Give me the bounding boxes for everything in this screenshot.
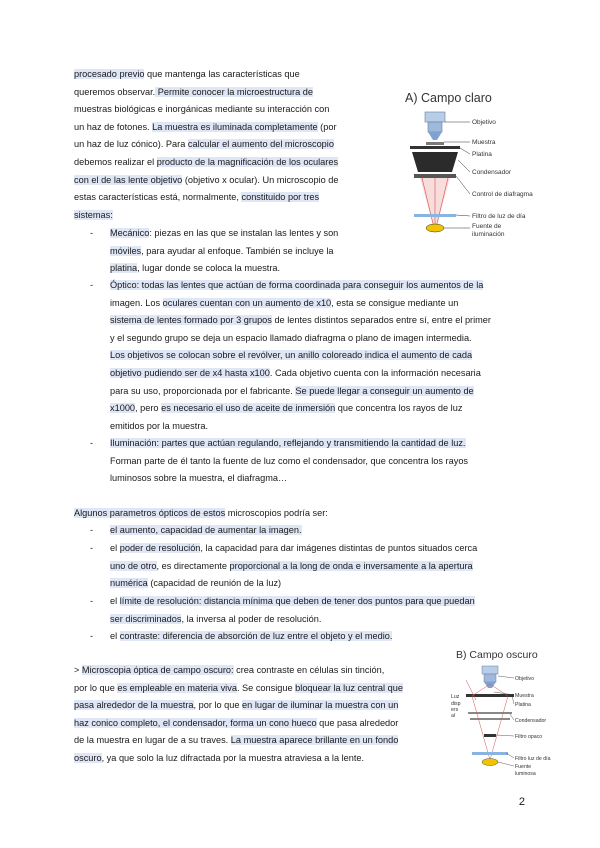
- label-luz-2: disp: [451, 701, 461, 707]
- stage-shape: [410, 146, 460, 149]
- label-muestra: Muestra: [515, 693, 534, 699]
- light-source-shape: [482, 759, 498, 766]
- intro-line-3: muestras biológicas e inorgánicas mediante su interacción con: [74, 104, 330, 115]
- label-objetivo: Objetivo: [515, 676, 535, 682]
- label-filtro: Filtro luz de día: [515, 756, 551, 762]
- intro-line-5: un haz de luz cónico). Para calcular el aumento del microscopio: [74, 139, 334, 150]
- opaque-filter-shape: [484, 734, 496, 737]
- sample-shape: [426, 142, 444, 145]
- bullet-dash: -: [90, 631, 94, 641]
- objective-tip-shape: [428, 132, 442, 140]
- figure-b-title: B) Campo oscuro: [456, 649, 538, 661]
- list-item-limite: - el límite de resolución: distancia mínima que deben de tener dos puntos para que puedan ser discriminados, la inversa al poder de resolución.: [110, 593, 530, 628]
- condenser-shape: [470, 718, 510, 720]
- objective-lens-shape: [428, 122, 442, 132]
- list-item-contraste: - el contraste: diferencia de absorción de luz entre el objeto y el medio.: [110, 628, 530, 646]
- label-fuente-1: Fuente: [515, 764, 532, 770]
- label-fuente-1: Fuente de: [472, 223, 502, 230]
- list-item-resolucion: - el poder de resolución, la capacidad para dar imágenes distintas de puntos situados cerca uno de otro, es directamente proporcional a la long de onda e inversamente a la apertura numérica (capacidad de reunión de la luz): [110, 540, 530, 593]
- list-item-iluminacion: - Iluminación: partes que actúan regulando, reflejando y transmitiendo la cantidad de luz. Forman parte de él tanto la fuente de luz como el condensador, que concentra los rayos luminosos sobre la muestra, el diafragma…: [110, 435, 530, 488]
- label-platina: Platina: [472, 151, 492, 158]
- figure-campo-claro: [400, 82, 540, 262]
- campo-oscuro-paragraph: > Microscopia óptica de campo oscuro: crea contraste en células sin tinción, por lo que es empleable en materia viva. Se consigue bloquear la luz central que pasa alrededor de la muestra, por lo que en lugar de iluminar la muestra con un haz conico completo, el condensador, forma un cono hueco que pasa alrededor de la muestra en lugar de a su traves. La muestra aparece brillante en un fondo oscuro, ya que solo la luz difractada por la muestra atraviesa a la lente.: [74, 665, 403, 763]
- label-filtro-opaco: Filtro opaco: [515, 734, 543, 740]
- label-luz-3: ers: [451, 707, 459, 713]
- objective-lens-shape: [482, 666, 498, 674]
- intro-line-1: procesado previo que mantenga las características que: [74, 69, 300, 79]
- params-intro: Algunos parametros ópticos de estos microscopios podría ser:: [74, 508, 328, 518]
- condenser-shape: [412, 152, 458, 172]
- label-platina: Platina: [515, 702, 531, 708]
- bullet-dash: -: [90, 543, 94, 553]
- label-luz-4: al: [451, 713, 456, 719]
- intro-line-7: con el de las lente objetivo (objetivo x ocular). Un microscopio de: [74, 174, 339, 185]
- label-condensador: Condensador: [515, 718, 547, 724]
- daylight-filter-shape: [472, 752, 508, 755]
- label-objetivo: Objetivo: [472, 119, 496, 126]
- page-number: 2: [518, 796, 525, 808]
- label-condensador: Condensador: [472, 169, 512, 176]
- label-filtro: Filtro de luz de día: [472, 213, 526, 220]
- label-fuente-2: luminosa: [515, 771, 536, 777]
- intro-line-2: queremos observar. Permite conocer la microestructura de: [74, 86, 313, 97]
- intro-line-4: un haz de fotones. La muestra es iluminada completamente (por: [74, 121, 337, 132]
- label-fuente-2: iluminación: [472, 231, 505, 238]
- bullet-dash: -: [90, 280, 94, 290]
- bullet-dash: -: [90, 525, 94, 535]
- objective-lens-shape: [425, 112, 445, 122]
- label-luz-1: Luz: [451, 694, 460, 700]
- condenser-shape: [468, 712, 512, 714]
- bullet-dash: -: [90, 438, 94, 448]
- figure-a-title: A) Campo claro: [405, 91, 492, 105]
- label-muestra: Muestra: [472, 139, 496, 146]
- bullet-dash: -: [90, 596, 94, 606]
- intro-line-6: debemos realizar el producto de la magnificación de los oculares: [74, 156, 339, 167]
- daylight-filter-shape: [414, 214, 456, 217]
- figure-campo-oscuro: [446, 640, 551, 785]
- intro-line-9: sistemas:: [74, 209, 113, 220]
- list-item-optico: - Óptico: todas las lentes que actúan de forma coordinada para conseguir los aumentos de la imagen. Los oculares cuentan con un aumento de x10, esta se consigue mediante un sistema de lentes formado por 3 grupos de lentes distintos separados entre sí, entre el primer y el segundo grupo se deja un espacio llamado diafragma o plano de imagen intermedia. Los objetivos se colocan sobre el revólver, un anillo coloreado indica el aumento de cada objetivo pudiendo ser de x4 hasta x100. Cada objetivo cuenta con la información necesaria para su uso, proporcionada por el fabricante. Se puede llegar a conseguir un aumento de x1000, pero es necesario el uso de aceite de inmersión que concentra los rayos de luz emitidos por la muestra.: [110, 277, 530, 435]
- objective-lens-shape: [484, 674, 496, 682]
- list-item-aumento: - el aumento, capacidad de aumentar la imagen.: [110, 522, 530, 540]
- intro-line-8: estas características está, normalmente, constituido por tres: [74, 192, 320, 203]
- list-item-mecanico: - Mecánico: piezas en las que se instalan las lentes y son móviles, para ayudar al enfoque. También se incluye la platina, lugar donde se coloca la muestra.: [110, 225, 364, 278]
- intro-paragraph: [74, 66, 364, 224]
- bullet-dash: -: [90, 228, 94, 238]
- diaphragm-shape: [414, 174, 456, 178]
- light-source-shape: [426, 224, 444, 232]
- label-control-diafragma: Control de diafragma: [472, 191, 533, 198]
